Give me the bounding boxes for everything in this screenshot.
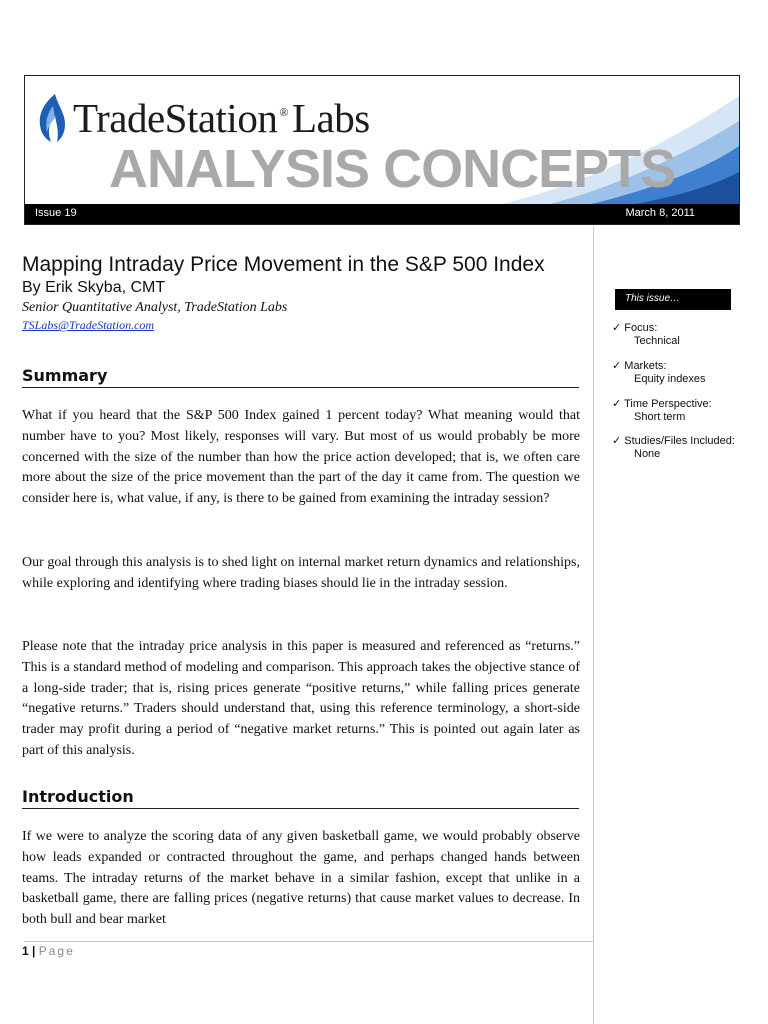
page-number: 1 xyxy=(22,944,29,958)
column-divider xyxy=(593,226,594,1024)
summary-paragraph-2: Our goal through this analysis is to shed light on internal market return dynamics and relationships, while exploring and identifying where trading biases should lie in the intraday session. xyxy=(22,555,580,591)
summary-heading: Summary xyxy=(22,366,579,388)
publication-headline: ANALYSIS CONCEPTS xyxy=(109,139,676,199)
brand-name: TradeStation ®Labs xyxy=(73,95,370,141)
flame-logo-icon xyxy=(35,92,69,144)
author-role: Senior Quantitative Analyst, TradeStation Labs xyxy=(22,300,288,315)
page-label: Page xyxy=(38,944,75,958)
footer-separator: | xyxy=(32,944,36,958)
sidebar-item-value: Technical xyxy=(634,335,680,347)
sidebar-item-markets xyxy=(612,360,706,386)
sidebar-item-label: Studies/Files Included: xyxy=(624,435,735,447)
masthead xyxy=(24,75,740,225)
check-icon: ✓ xyxy=(612,435,622,447)
article-byline: By Erik Skyba, CMT xyxy=(22,279,166,296)
check-icon: ✓ xyxy=(612,398,622,410)
footer-divider xyxy=(24,941,593,942)
page-footer xyxy=(22,944,75,958)
introduction-paragraph-1: If we were to analyze the scoring data of any given basketball game, we would probably observe how leads expanded or contracted throughout the game, and perhaps changed hands between teams. The intraday returns of the market behave in a similar fashion, except that unlike in a basketball game, there are falling prices (negative returns) that cause market values to decrease. In both bull and bear market xyxy=(22,829,580,928)
issue-number: Issue 19 xyxy=(35,207,77,219)
introduction-heading: Introduction xyxy=(22,787,579,809)
summary-paragraph-1: What if you heard that the S&P 500 Index gained 1 percent today? What meaning would that number have to you? Most likely, responses will vary. But most of us would probably be more concerned with the size of the number than how the price action developed; that is, we often care more about the size of the price movement than the part of the day it came from. The question we consider here is, what value, if any, is there to be gained from examining the intraday session? xyxy=(22,408,580,507)
sidebar-item-value: Equity indexes xyxy=(634,373,706,385)
summary-paragraph-3: Please note that the intraday price analysis in this paper is measured and referenced as “returns.” This is a standard method of modeling and comparison. This approach takes the objective stance of a long-side trader; that is, rising prices generate “positive returns,” while falling prices generate “negative returns.” Traders should understand that, using this reference terminology, a short-side trader may profit during a period of “negative market returns.” This is pointed out again later as part of this analysis. xyxy=(22,639,580,758)
author-email-link[interactable]: TSLabs@TradeStation.com xyxy=(22,318,155,332)
sidebar-item-label: Focus: xyxy=(624,322,658,334)
check-icon: ✓ xyxy=(612,322,622,334)
sidebar-title: This issue… xyxy=(615,289,731,310)
sidebar-item-value: None xyxy=(634,448,661,460)
sidebar-item-focus xyxy=(612,322,680,348)
article-title: Mapping Intraday Price Movement in the S&P 500 Index xyxy=(22,253,545,276)
sidebar-item-studies-files xyxy=(612,435,735,461)
issue-date: March 8, 2011 xyxy=(625,207,695,219)
sidebar-item-value: Short term xyxy=(634,411,686,423)
sidebar-item-label: Markets: xyxy=(624,360,667,372)
issue-bar xyxy=(25,204,739,224)
sidebar-item-time-perspective xyxy=(612,398,712,424)
check-icon: ✓ xyxy=(612,360,622,372)
sidebar-item-label: Time Perspective: xyxy=(624,398,712,410)
